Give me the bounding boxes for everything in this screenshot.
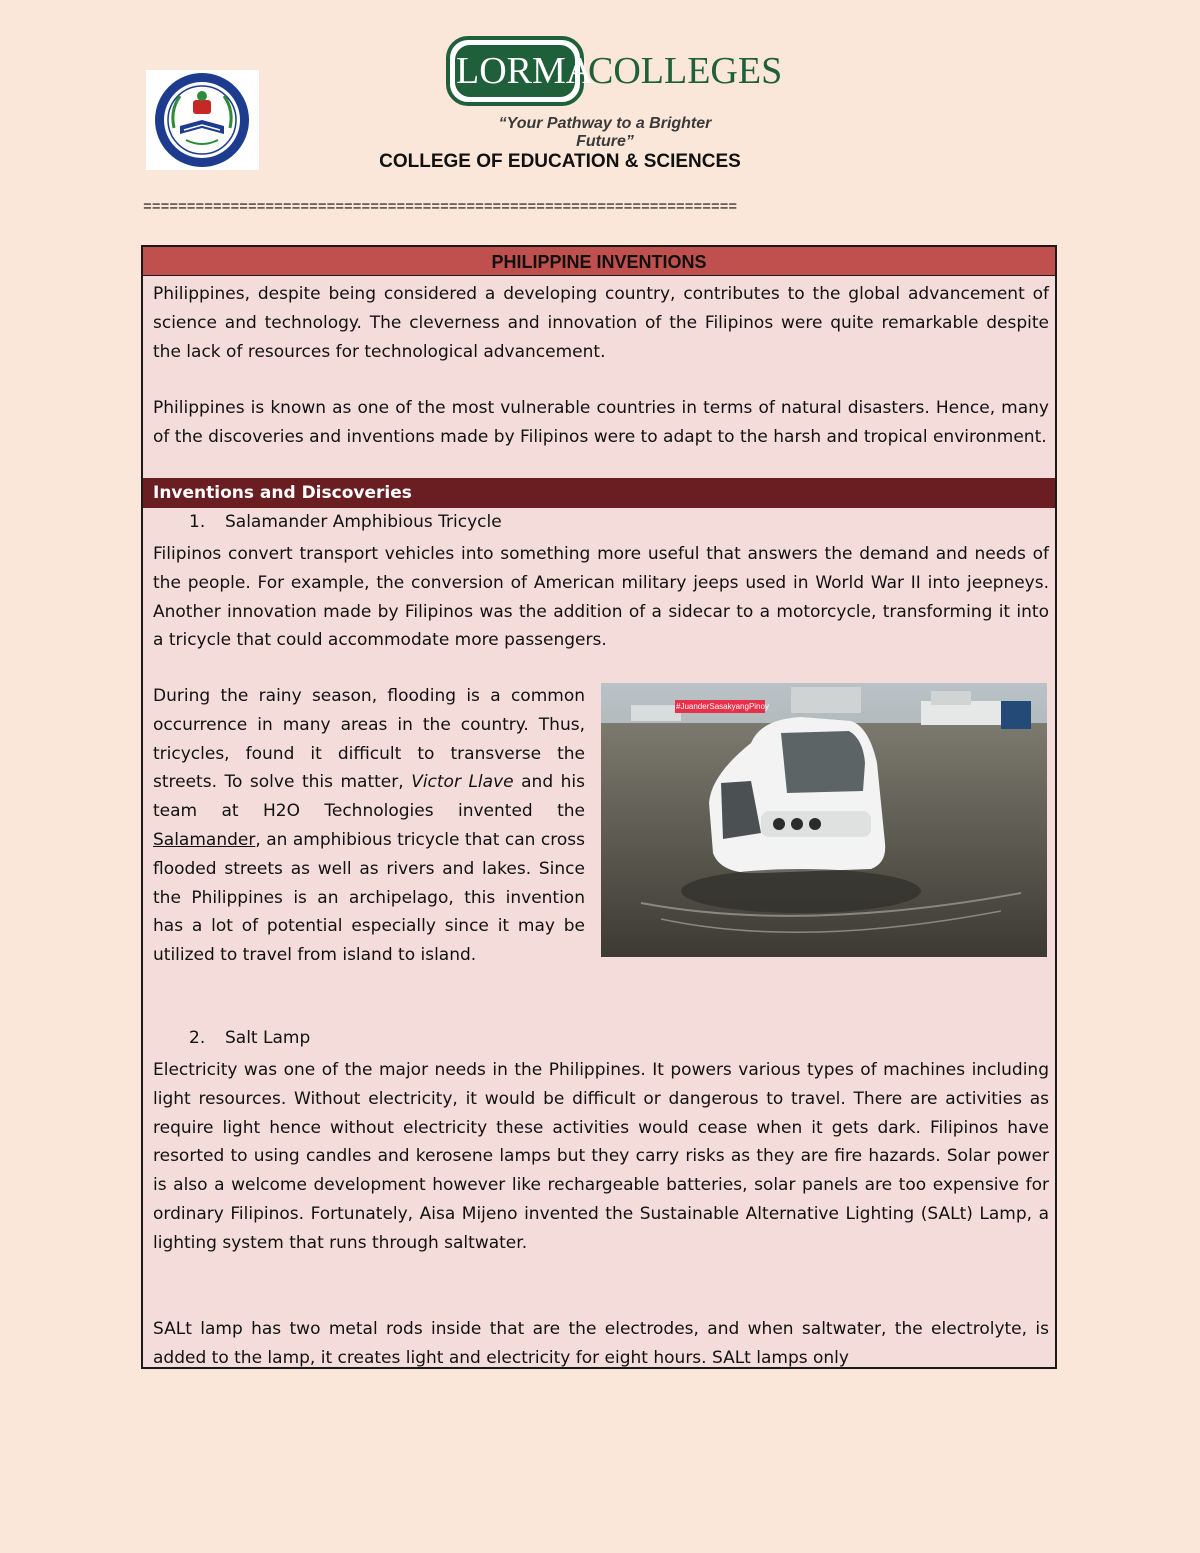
list-item-salt-lamp [189, 1028, 310, 1048]
section-title-philippine-inventions: PHILIPPINE INVENTIONS [143, 247, 1055, 276]
salamander-link[interactable]: Salamander [153, 829, 256, 850]
text-segment: During the rainy season, flooding is a common occurrence in many areas in the country. Thus, tricycles, found it difficult to transverse the streets. To solve this matter, [153, 686, 585, 793]
salamander-paragraph-1: Filipinos convert transport vehicles into something more useful that answers the demand and needs of the people. For example, the conversion of American military jeeps used in World War II into jeepneys. Another innovation made by Filipinos was the addition of a sidecar to a motorcycle, transforming it into a tricycle that could accommodate more passengers. [153, 544, 1049, 651]
logo-text-lorma: LORMA [456, 50, 594, 92]
intro-paragraph-1: Philippines, despite being considered a developing country, contributes to the global advancement of science and technology. The cleverness and innovation of the Filipinos were quite remarkable despite the lack of resources for technological advancement. [153, 284, 1049, 362]
text-segment: , an amphibious tricycle that can cross flooded streets as well as rivers and lakes. Since the Philippines is an archipelago, this invention has a lot of potential especially since it may be utilized to travel from island to island. [153, 829, 585, 966]
college-seal [146, 70, 259, 170]
text-segment: and his team at H2O Technologies invented the [153, 772, 585, 822]
list-item-label: Salt Lamp [225, 1028, 311, 1048]
college-name: COLLEGE OF EDUCATION & SCIENCES [379, 151, 741, 172]
list-item-salamander [189, 512, 502, 532]
photo-caption: #JuanderSasakyangPinoy [676, 702, 769, 711]
tagline: “Your Pathway to a Brighter Future” [498, 115, 712, 150]
intro-paragraph-2: Philippines is known as one of the most vulnerable countries in terms of natural disasters. Hence, many of the discoveries and inventions made by Filipinos were to adapt to the harsh and tropical environment. [153, 398, 1049, 447]
salamander-photo [601, 683, 1047, 957]
list-number: 1. [189, 512, 206, 532]
salt-lamp-paragraph-1: Electricity was one of the major needs in the Philippines. It powers various types of machines including light resources. Without electricity, it would be difficult or dangerous to travel. There are activities as require light hence without electricity these activities would cease when it gets dark. Filipinos have resorted to using candles and kerosene lamps but they carry risks as they are fire hazards. Solar power is also a welcome development however like rechargeable batteries, solar panels are too expensive for ordinary Filipinos. Fortunately, Aisa Mijeno invented the Sustainable Alternative Lighting (SALt) Lamp, a lighting system that runs through saltwater. [153, 1060, 1049, 1253]
content-box [141, 245, 1057, 1369]
section-title-inventions: Inventions and Discoveries [143, 478, 1055, 508]
inventor-name: Victor Llave [411, 772, 514, 793]
lorma-colleges-logo [446, 36, 783, 106]
salamander-paragraph-2 [153, 682, 585, 970]
list-item-label: Salamander Amphibious Tricycle [225, 512, 502, 532]
list-number: 2. [189, 1028, 206, 1048]
salt-lamp-paragraph-2: SALt lamp has two metal rods inside that are the electrodes, and when saltwater, the electrolyte, is added to the lamp, it creates light and electricity for eight hours. SALt lamps only [153, 1319, 1049, 1368]
divider-line: ==================================================================== [143, 200, 738, 216]
logo-text-colleges: COLLEGES [588, 50, 783, 92]
